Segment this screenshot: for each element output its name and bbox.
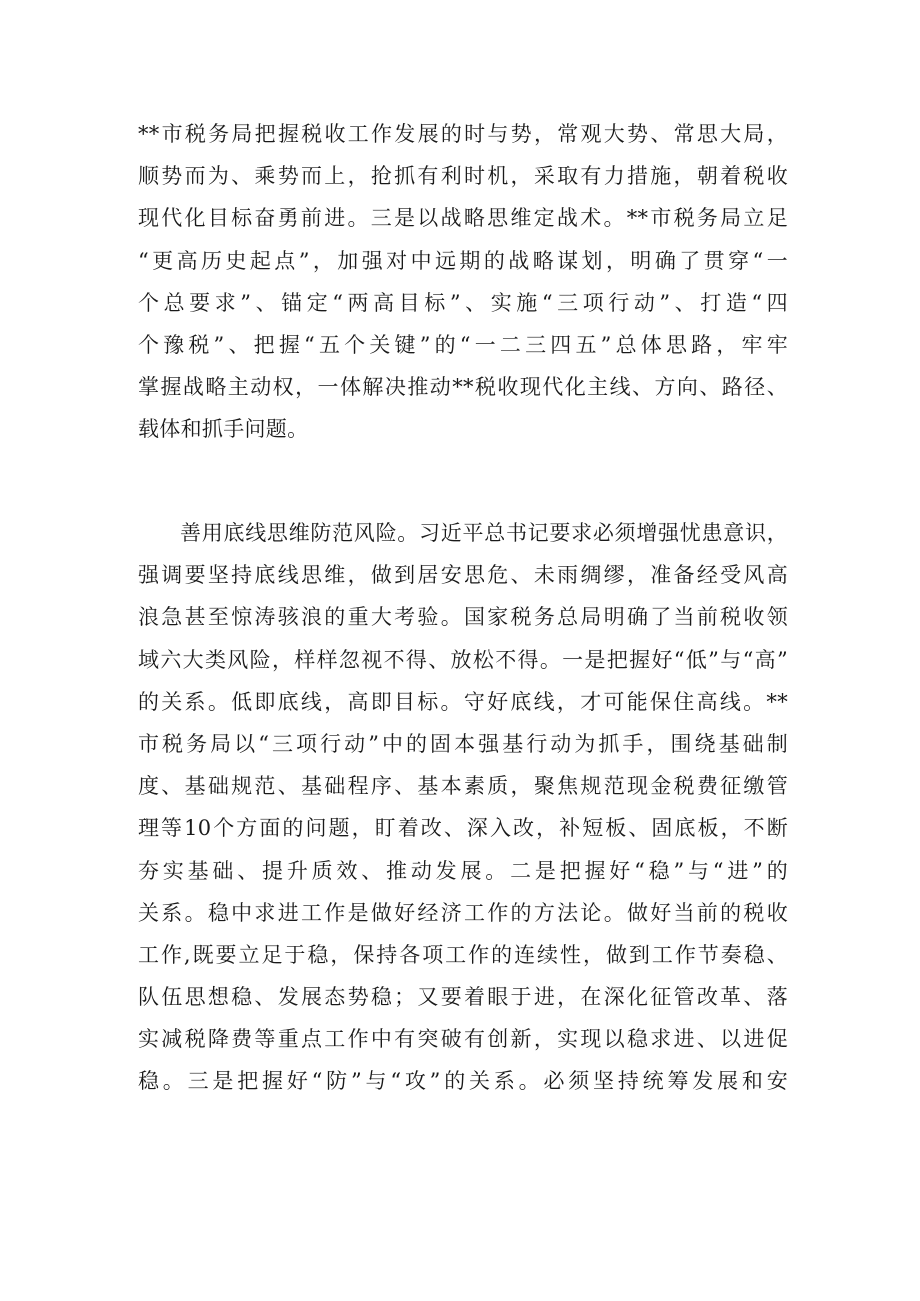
text-line: 载体和抓手问题。 [138,417,309,442]
text-line: “更高历史起点”，加强对中远期的战略谋划，明确了贯穿“一 [138,248,788,273]
text-line: 个豫税”、把握“五个关键”的“一二三四五”总体思路，牢牢 [138,332,788,357]
text-line: 市税务局以“三项行动”中的固本强基行动为抓手，围绕基础制 [138,731,788,756]
text-line: **市税务局把握税收工作发展的时与势，常观大势、常思大局， [138,122,788,146]
text-line: 稳。三是把握好“防”与“攻”的关系。必须坚持统筹发展和安 [138,1069,788,1094]
text-line: 掌握战略主动权，一体解决推动**税收现代化主线、方向、路径、 [138,375,788,400]
text-line: 的关系。低即底线，高即目标。守好底线，才可能保住高线。** [138,689,788,714]
text-line: 理等10个方面的问题，盯着改、深入改，补短板、固底板，不断 [138,816,788,841]
text-line: 现代化目标奋勇前进。三是以战略思维定战术。**市税务局立足 [138,206,788,231]
text-line: 顺势而为、乘势而上，抢抓有利时机，采取有力措施，朝着税收 [138,164,788,189]
text-line: 浪急甚至惊涛骇浪的重大考验。国家税务总局明确了当前税收领 [138,605,788,630]
text-line: 关系。稳中求进工作是做好经济工作的方法论。做好当前的税收 [138,900,788,925]
paragraph-bottom-line-thinking [138,512,788,1103]
text-line: 队伍思想稳、发展态势稳；又要着眼于进，在深化征管改革、落 [138,985,788,1010]
text-line: 夯实基础、提升质效、推动发展。二是把握好“稳”与“进”的 [138,858,788,883]
text-line: 工作,既要立足于稳，保持各项工作的连续性，做到工作节奏稳、 [138,942,788,967]
text-line: 度、基础规范、基础程序、基本素质，聚焦规范现金税费征缴管 [138,774,788,799]
text-line: 域六大类风险，样样忽视不得、放松不得。一是把握好“低”与“高” [138,647,788,672]
paragraph-strategy [138,113,788,451]
text-line: 个总要求”、锚定“两高目标”、实施“三项行动”、打造“四 [138,290,788,315]
text-line: 善用底线思维防范风险。习近平总书记要求必须增强忧患意识， [180,521,788,545]
text-line: 实减税降费等重点工作中有突破有创新，实现以稳求进、以进促 [138,1027,788,1052]
text-line: 强调要坚持底线思维，做到居安思危、未雨绸缪，准备经受风高 [138,563,788,588]
